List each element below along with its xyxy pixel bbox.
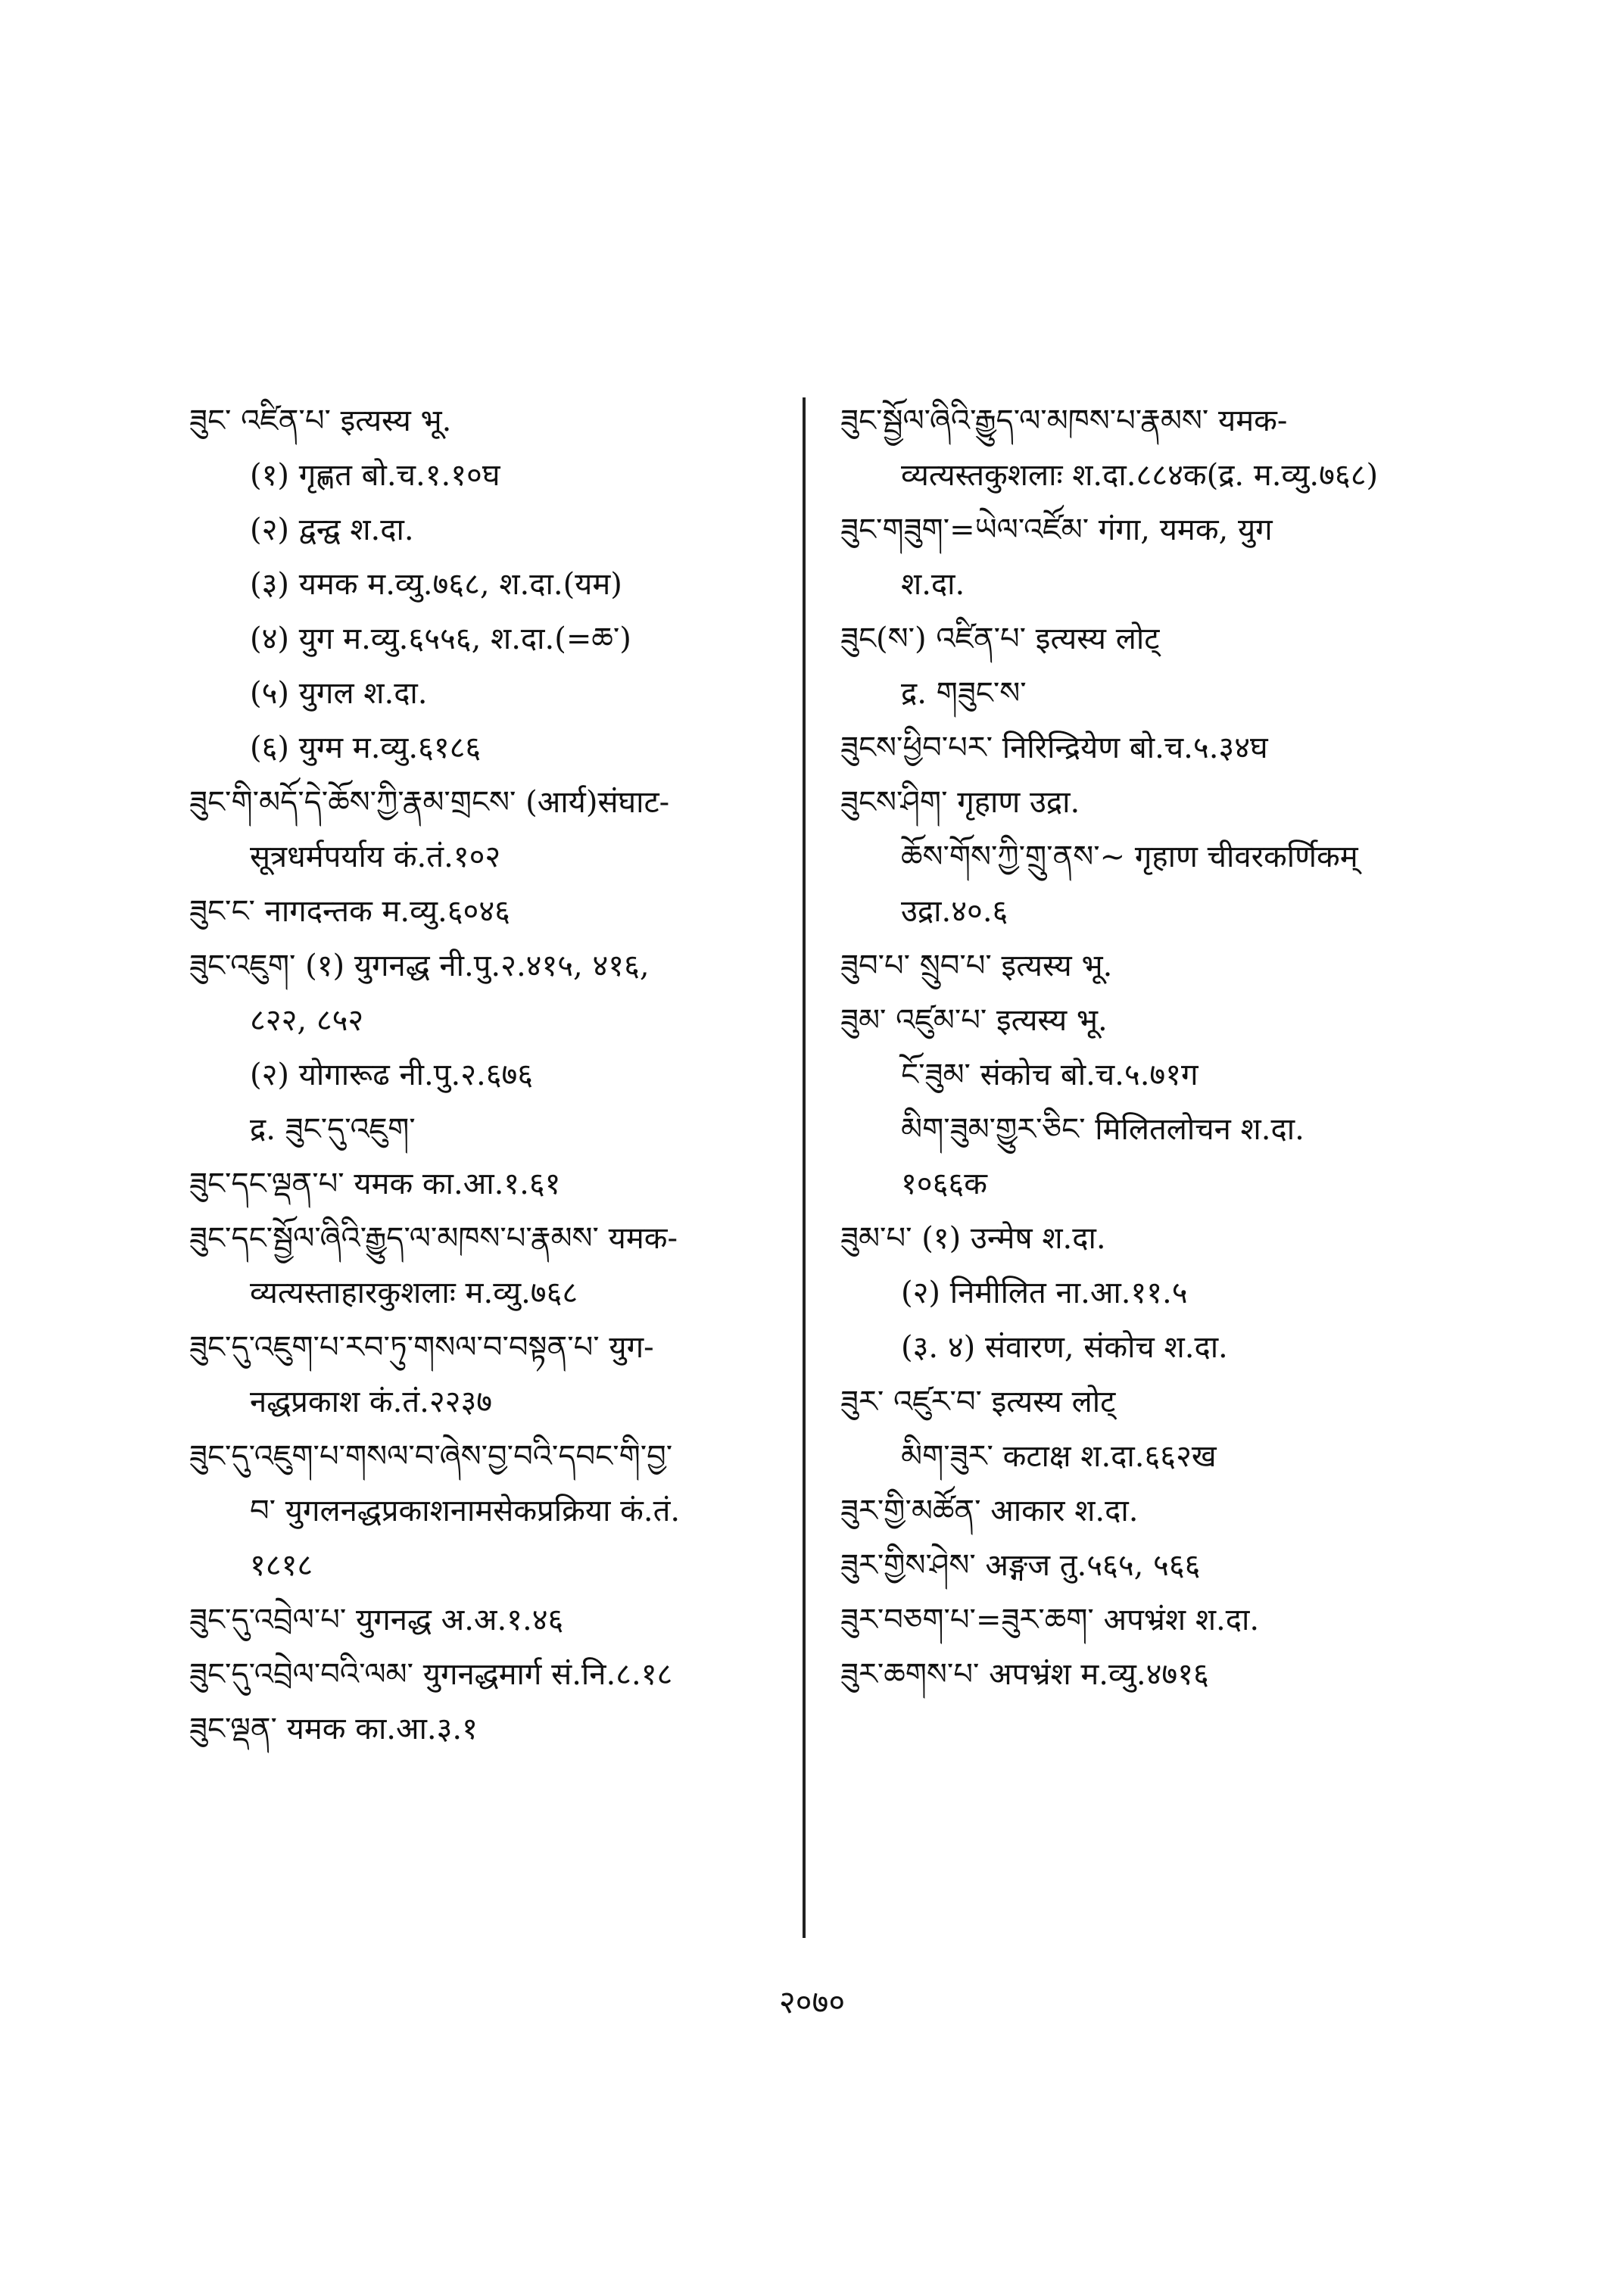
entry-continuation-line: (३. ४) संवारण, संकोच श.दा.	[901, 1330, 1228, 1365]
dictionary-entry-line: ཟུང་དུ་འཇུག་པ་གསལ་བ་ཞེས་བྱ་བའི་དབང་གི་བྱ་	[189, 1439, 673, 1474]
entry-continuation-line: श.दा.	[901, 567, 965, 602]
dictionary-entry-line: ཟུར་གྱིས་ཤེས་ अङ्गज तु.५६५, ५६६	[840, 1548, 1201, 1583]
entry-continuation-line: ངོ་ཟུམ་ संकोच बो.च.५.७१ग	[901, 1058, 1199, 1092]
entry-continuation-line: १०६६क	[901, 1167, 987, 1201]
entry-continuation-line: ८२२, ८५२	[250, 1003, 364, 1038]
entry-continuation-line: द्र. གཟུང་ས་	[901, 676, 1027, 711]
entry-continuation-line: (३) यमक म.व्यु.७६८, श.दा.(यम)	[250, 567, 622, 602]
dictionary-entry-line: ཟུངས་ཤིག་ गृहाण उद्रा.	[840, 785, 1080, 820]
entry-continuation-line: (२) योगारूढ नी.पु.२.६७६	[250, 1058, 534, 1092]
left-column	[189, 394, 795, 1756]
dictionary-entry-line: ཟུང་གི་མདོ་དེ་ཆོས་ཀྱི་རྣམ་གྲངས་ (आर्य)संघाट-	[189, 785, 670, 820]
entry-continuation-line: མིག་ཟུར་ कटाक्ष श.दा.६६२ख	[901, 1439, 1217, 1474]
entry-continuation-line: व्यत्यस्ताहारकुशलाः म.व्यु.७६८	[250, 1276, 578, 1310]
entry-continuation-line: व्यत्यस्तकुशलाः श.दा.८८४क(द्र. म.व्यु.७६८)	[901, 458, 1379, 493]
dictionary-entry-line: ཟུར་བཅག་པ་=ཟུར་ཆག་ अपभ्रंश श.दा.	[840, 1603, 1260, 1637]
dictionary-entry-line: ཟུར་གྱི་མཚོན་ आकार श.दा.	[840, 1494, 1139, 1528]
entry-continuation-line: (६) युग्म म.व्यु.६१८६	[250, 731, 482, 765]
dictionary-entry-line: ཟུང་སྦྱོལ་ཞིའི་རྒྱུད་ལ་མཁས་པ་རྣམས་ यमक-	[840, 403, 1288, 438]
entry-continuation-line: (१) गृह्णत बो.च.१.१०घ	[250, 458, 500, 493]
dictionary-entry-line: ཟུང་ འཛིན་པ་ इत्यस्य भू.	[189, 403, 452, 438]
dictionary-entry-line: ཟུང་གཟུག་=ཡེལ་འཛོམ་ गंगा, यमक, युग	[840, 512, 1273, 547]
dictionary-entry-line: ཟུམ་ འཛུམ་པ་ इत्यस्य भू.	[840, 1003, 1108, 1038]
entry-continuation-line: (२) निमीलित ना.आ.११.५	[901, 1276, 1188, 1310]
dictionary-entry-line: ཟུངས་ཕྱིབ་པར་ निरिन्द्रियेण बो.च.५.३४घ	[840, 731, 1268, 765]
entry-continuation-line: (४) युग म.व्यु.६५५६, श.दा.(=ཆ་)	[250, 622, 631, 656]
dictionary-entry-line: ཟུར་ཆགས་པ་ अपभ्रंश म.व्यु.४७१६	[840, 1657, 1209, 1692]
entry-continuation-line: द्र. ཟུང་དུ་འཇུག་	[250, 1112, 416, 1147]
entry-continuation-line: नद्धप्रकाश कं.तं.२२३७	[250, 1385, 493, 1419]
dictionary-entry-line: ཟུང་དུ་འབྲེལ་པ་ युगनद्ध अ.अ.१.४६	[189, 1603, 564, 1637]
dictionary-entry-line: ཟུང(ས་) འཛིན་པ་ इत्यस्य लोट्	[840, 622, 1160, 656]
entry-continuation-line: १८१८	[250, 1548, 313, 1583]
dictionary-entry-line: ཟུང་ང་ नागदन्तक म.व्यु.६०४६	[189, 894, 510, 929]
page-number: २०७०	[778, 1983, 846, 2020]
entry-continuation-line: (५) युगल श.दा.	[250, 676, 428, 711]
dictionary-entry-line: ཟུང་འཇུག་ (१) युगनद्ध नी.पु.२.४१५, ४१६,	[189, 949, 650, 983]
entry-continuation-line: सूत्रधर्मपर्याय कं.तं.१०२	[250, 840, 501, 874]
entry-continuation-line: ཆོས་གོས་ཀྱི་གྲུ་ནས་~ गृहाण चीवरकर्णिकम्	[901, 840, 1358, 874]
dictionary-entry-line: ཟུང་དུ་འཇུག་པ་རབ་ཏུ་གསལ་བ་བསྟན་པ་ युग-	[189, 1330, 654, 1365]
dictionary-entry-line: ཟུབ་པ་ སྲུབ་པ་ इत्यस्य भू.	[840, 949, 1113, 983]
dictionary-entry-line: ཟུང་ལྡན་ यमक का.आ.३.१	[189, 1712, 478, 1746]
dictionary-entry-line: ཟུང་དང་ལྡན་པ་ यमक का.आ.१.६१	[189, 1167, 561, 1201]
column-divider	[803, 397, 806, 1938]
dictionary-entry-line: ཟུམ་པ་ (१) उन्मेष श.दा.	[840, 1221, 1106, 1256]
entry-continuation-line: མིག་ཟུམ་གྱུར་ཅིང་ मिलितलोचन श.दा.	[901, 1112, 1304, 1147]
entry-continuation-line: उद्रा.४०.६	[901, 894, 1008, 929]
entry-continuation-line: བ་ युगलनद्धप्रकाशनामसेकप्रक्रिया कं.तं.	[250, 1494, 681, 1528]
dictionary-entry-line: ཟུར་ འཛུར་བ་ इत्यस्य लोट्	[840, 1385, 1116, 1419]
right-column	[840, 394, 1492, 1702]
entry-continuation-line: (२) द्वन्द्व श.दा.	[250, 512, 414, 547]
dictionary-entry-line: ཟུང་དུ་འབྲེལ་བའི་ལམ་ युगनद्धमार्ग सं.नि.८.१८	[189, 1657, 673, 1692]
dictionary-entry-line: ཟུང་དང་སྦྱོལ་ཞིའི་རྒྱུད་ལ་མཁས་པ་རྣམས་ यमक-	[189, 1221, 678, 1256]
